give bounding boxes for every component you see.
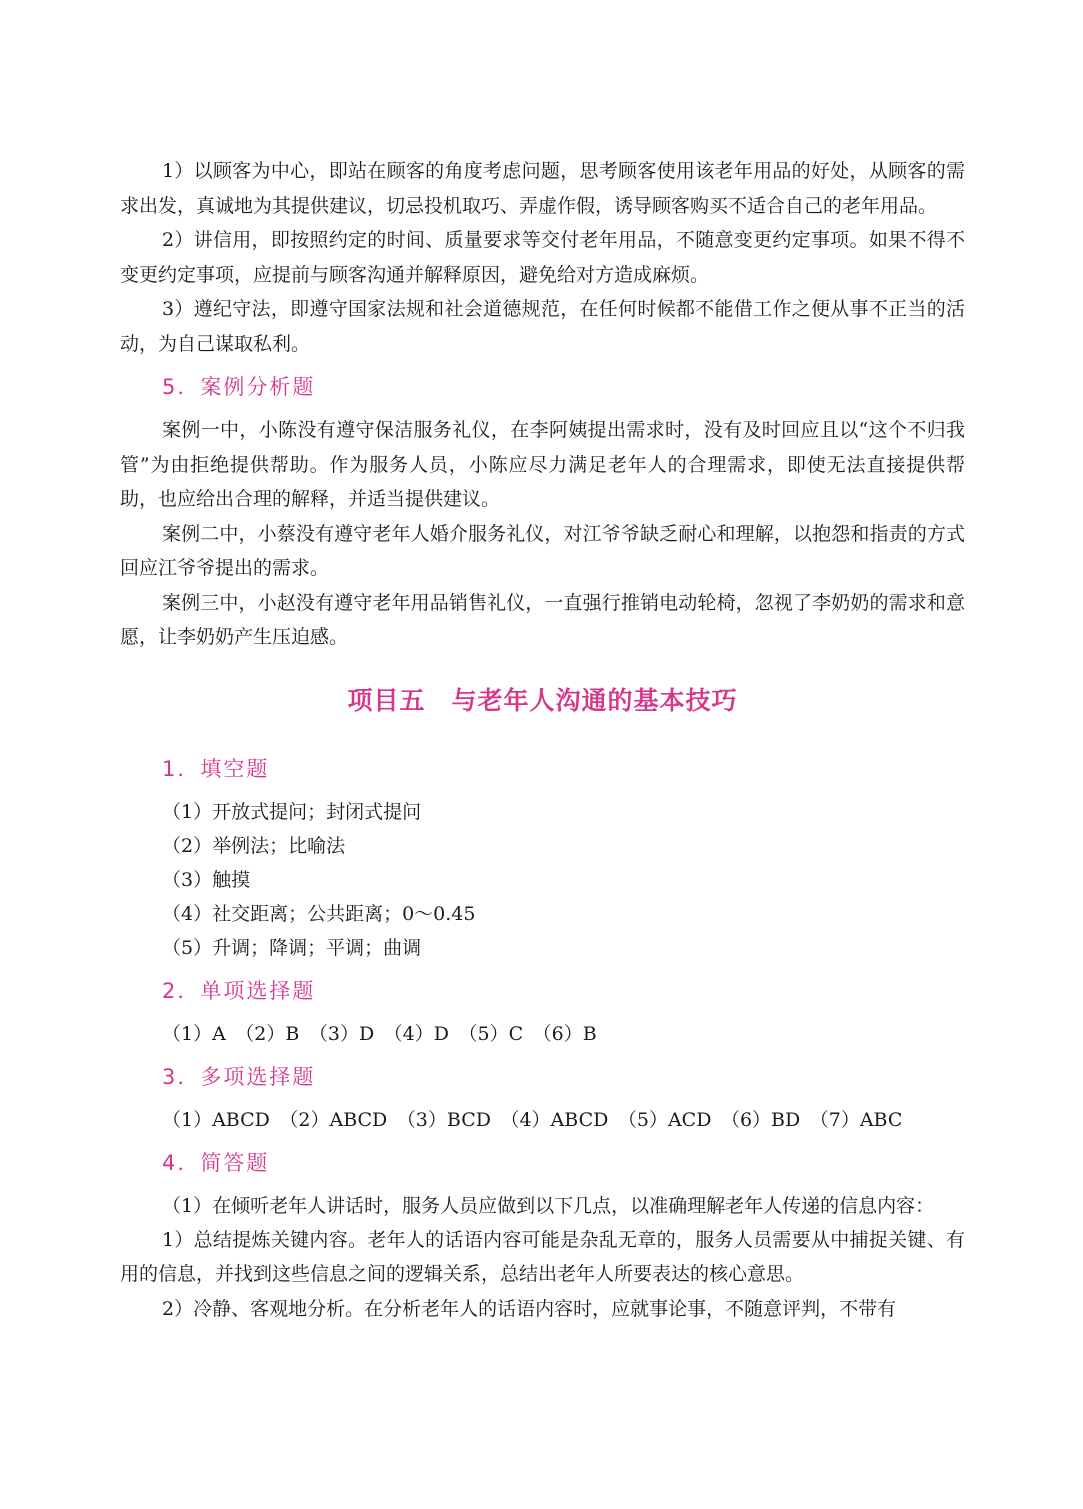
project-title: 项目五 与老年人沟通的基本技巧	[347, 685, 738, 715]
answer-line: （5）升调；降调；平调；曲调	[162, 936, 422, 959]
section-heading-case-analysis: 5．案例分析题	[162, 375, 316, 399]
section-heading-single-choice: 2．单项选择题	[162, 978, 316, 1003]
paragraph: 1）总结提炼关键内容。老年人的话语内容可能是杂乱无章的，服务人员需要从中捕捉关键、有用的信息，并找到这些信息之间的逻辑关系，总结出老年人所要表达的核心意思。	[120, 1228, 965, 1285]
answer-line: （4）社交距离；公共距离；0～0.45	[162, 902, 476, 925]
answer-line: （1）开放式提问；封闭式提问	[162, 800, 422, 823]
answer-line: （1）ABCD （2）ABCD （3）BCD （4）ABCD （5）ACD （6）BD （7）ABC	[162, 1108, 903, 1131]
paragraph: 2）讲信用，即按照约定的时间、质量要求等交付老年用品，不随意变更约定事项。如果不得不变更约定事项，应提前与顾客沟通并解释原因，避免给对方造成麻烦。	[120, 229, 965, 286]
answer-line: （3）触摸	[162, 868, 251, 891]
section-heading-short-answer: 4．简答题	[162, 1150, 270, 1175]
paragraph: 1）以顾客为中心，即站在顾客的角度考虑问题，思考顾客使用该老年用品的好处，从顾客的需求出发，真诚地为其提供建议，切忌投机取巧、弄虚作假，诱导顾客购买不适合自己的老年用品。	[120, 160, 965, 217]
section-heading-fill-blank: 1．填空题	[162, 756, 270, 781]
answer-line: （1）A （2）B （3）D （4）D （5）C （6）B	[162, 1022, 597, 1045]
page-content	[120, 154, 965, 1326]
paragraph: 2）冷静、客观地分析。在分析老年人的话语内容时，应就事论事，不随意评判，不带有	[162, 1297, 897, 1320]
answer-line: （2）举例法；比喻法	[162, 834, 346, 857]
section-heading-multi-choice: 3．多项选择题	[162, 1064, 316, 1089]
paragraph: 案例三中，小赵没有遵守老年用品销售礼仪，一直强行推销电动轮椅，忽视了李奶奶的需求和意愿，让李奶奶产生压迫感。	[120, 591, 965, 648]
paragraph: 3）遵纪守法，即遵守国家法规和社会道德规范，在任何时候都不能借工作之便从事不正当的活动，为自己谋取私利。	[120, 298, 965, 355]
paragraph: 案例一中，小陈没有遵守保洁服务礼仪，在李阿姨提出需求时，没有及时回应且以“这个不归我管”为由拒绝提供帮助。作为服务人员，小陈应尽力满足老年人的合理需求，即使无法直接提供帮助，也应给出合理的解释，并适当提供建议。	[120, 419, 965, 510]
paragraph: 案例二中，小蔡没有遵守老年人婚介服务礼仪，对江爷爷缺乏耐心和理解，以抱怨和指责的方式回应江爷爷提出的需求。	[120, 522, 965, 579]
paragraph: （1）在倾听老年人讲话时，服务人员应做到以下几点，以准确理解老年人传递的信息内容：	[162, 1194, 935, 1217]
